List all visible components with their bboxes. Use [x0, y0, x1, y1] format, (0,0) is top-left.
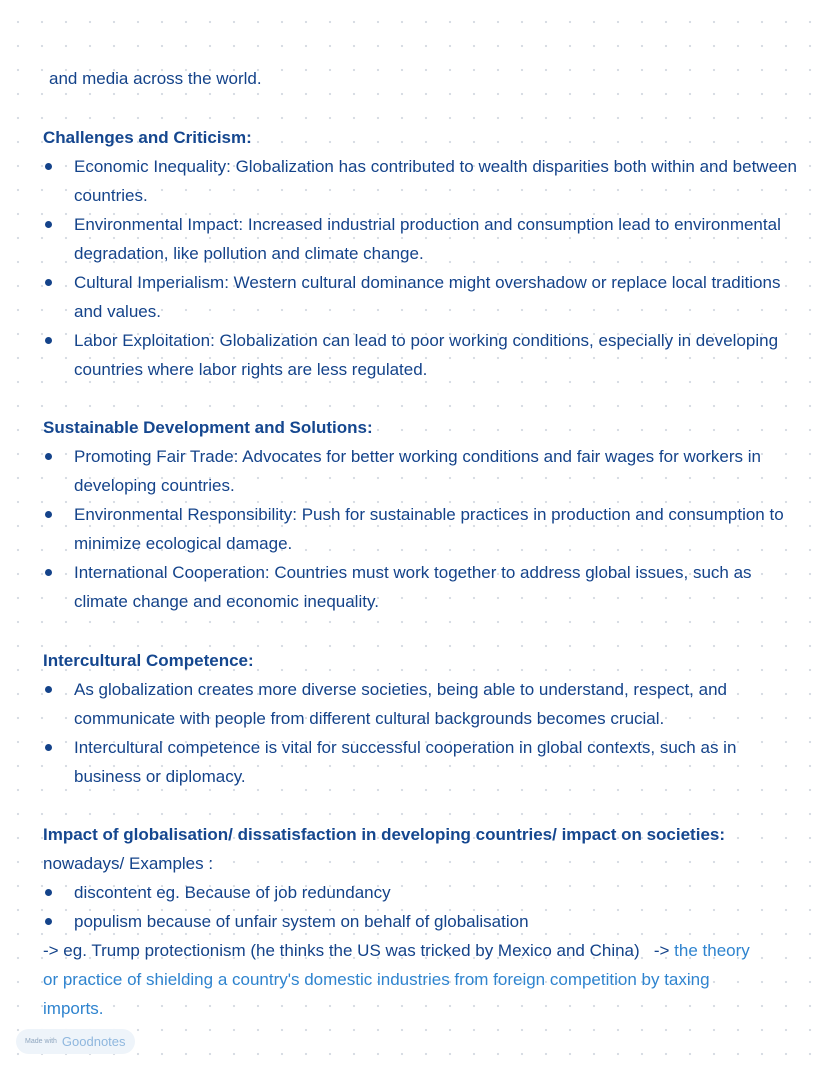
section-impact-of-globalisation	[43, 820, 813, 1023]
goodnotes-logo-text: Goodnotes	[61, 1034, 126, 1049]
list-item	[43, 878, 813, 907]
bullet-icon	[45, 889, 52, 896]
list-item	[43, 500, 803, 558]
bullet-icon	[45, 744, 52, 751]
bullet-icon	[45, 453, 52, 460]
list-item-text: discontent eg. Because of job redundancy	[74, 883, 391, 902]
bullet-list	[43, 442, 803, 616]
bullet-list	[43, 878, 813, 936]
bullet-list	[43, 152, 803, 384]
bullet-icon	[45, 686, 52, 693]
list-item	[43, 268, 803, 326]
list-item-text: Cultural Imperialism: Western cultural dominance might overshadow or replace local traditions and values.	[74, 273, 781, 321]
section-heading: Sustainable Development and Solutions:	[43, 418, 373, 437]
bullet-icon	[45, 337, 52, 344]
made-with-goodnotes-badge	[16, 1029, 135, 1054]
list-item-text: Intercultural competence is vital for successful cooperation in global contexts, such as in business or diplomacy.	[74, 738, 737, 786]
list-item-text: populism because of unfair system on behalf of globalisation	[74, 912, 529, 931]
bullet-icon	[45, 918, 52, 925]
bullet-icon	[45, 163, 52, 170]
list-item-text: As globalization creates more diverse societies, being able to understand, respect, and communicate with people from different cultural backgrounds becomes crucial.	[74, 680, 727, 728]
protectionism-note	[43, 936, 763, 1023]
list-item	[43, 152, 803, 210]
list-item-text: Environmental Impact: Increased industrial production and consumption lead to environmental degradation, like pollution and climate change.	[74, 215, 781, 263]
section-heading: Intercultural Competence:	[43, 651, 254, 670]
note-example-text: -> eg. Trump protectionism (he thinks the US was tricked by Mexico and China) ->	[43, 941, 675, 960]
section-subheading: nowadays/ Examples :	[43, 854, 214, 873]
note-definition-text: the theory or practice of shielding a country's domestic industries from foreign competition by taxing imports.	[43, 941, 755, 1018]
section-sustainable-development	[43, 413, 803, 616]
list-item	[43, 907, 813, 936]
list-item-text: Environmental Responsibility: Push for sustainable practices in production and consumption to minimize ecological damage.	[74, 505, 784, 553]
list-item	[43, 675, 803, 733]
section-heading: Impact of globalisation/ dissatisfaction in developing countries/ impact on societies:	[43, 825, 726, 844]
bullet-icon	[45, 569, 52, 576]
list-item	[43, 442, 803, 500]
list-item	[43, 210, 803, 268]
list-item	[43, 558, 803, 616]
list-item-text: Promoting Fair Trade: Advocates for better working conditions and fair wages for workers in developing countries.	[74, 447, 761, 495]
list-item	[43, 733, 803, 791]
section-heading: Challenges and Criticism:	[43, 128, 252, 147]
section-challenges	[43, 123, 803, 384]
bullet-icon	[45, 279, 52, 286]
list-item-text: Economic Inequality: Globalization has contributed to wealth disparities both within and between countries.	[74, 157, 797, 205]
section-intercultural-competence	[43, 646, 803, 791]
list-item-text: Labor Exploitation: Globalization can lead to poor working conditions, especially in developing countries where labor rights are less regulated.	[74, 331, 779, 379]
bullet-list	[43, 675, 803, 791]
badge-made-with-text: Made with	[25, 1038, 57, 1045]
bullet-icon	[45, 221, 52, 228]
intro-line: and media across the world.	[49, 69, 262, 88]
bullet-icon	[45, 511, 52, 518]
list-item	[43, 326, 803, 384]
list-item-text: International Cooperation: Countries must work together to address global issues, such as climate change and economic inequality.	[74, 563, 752, 611]
